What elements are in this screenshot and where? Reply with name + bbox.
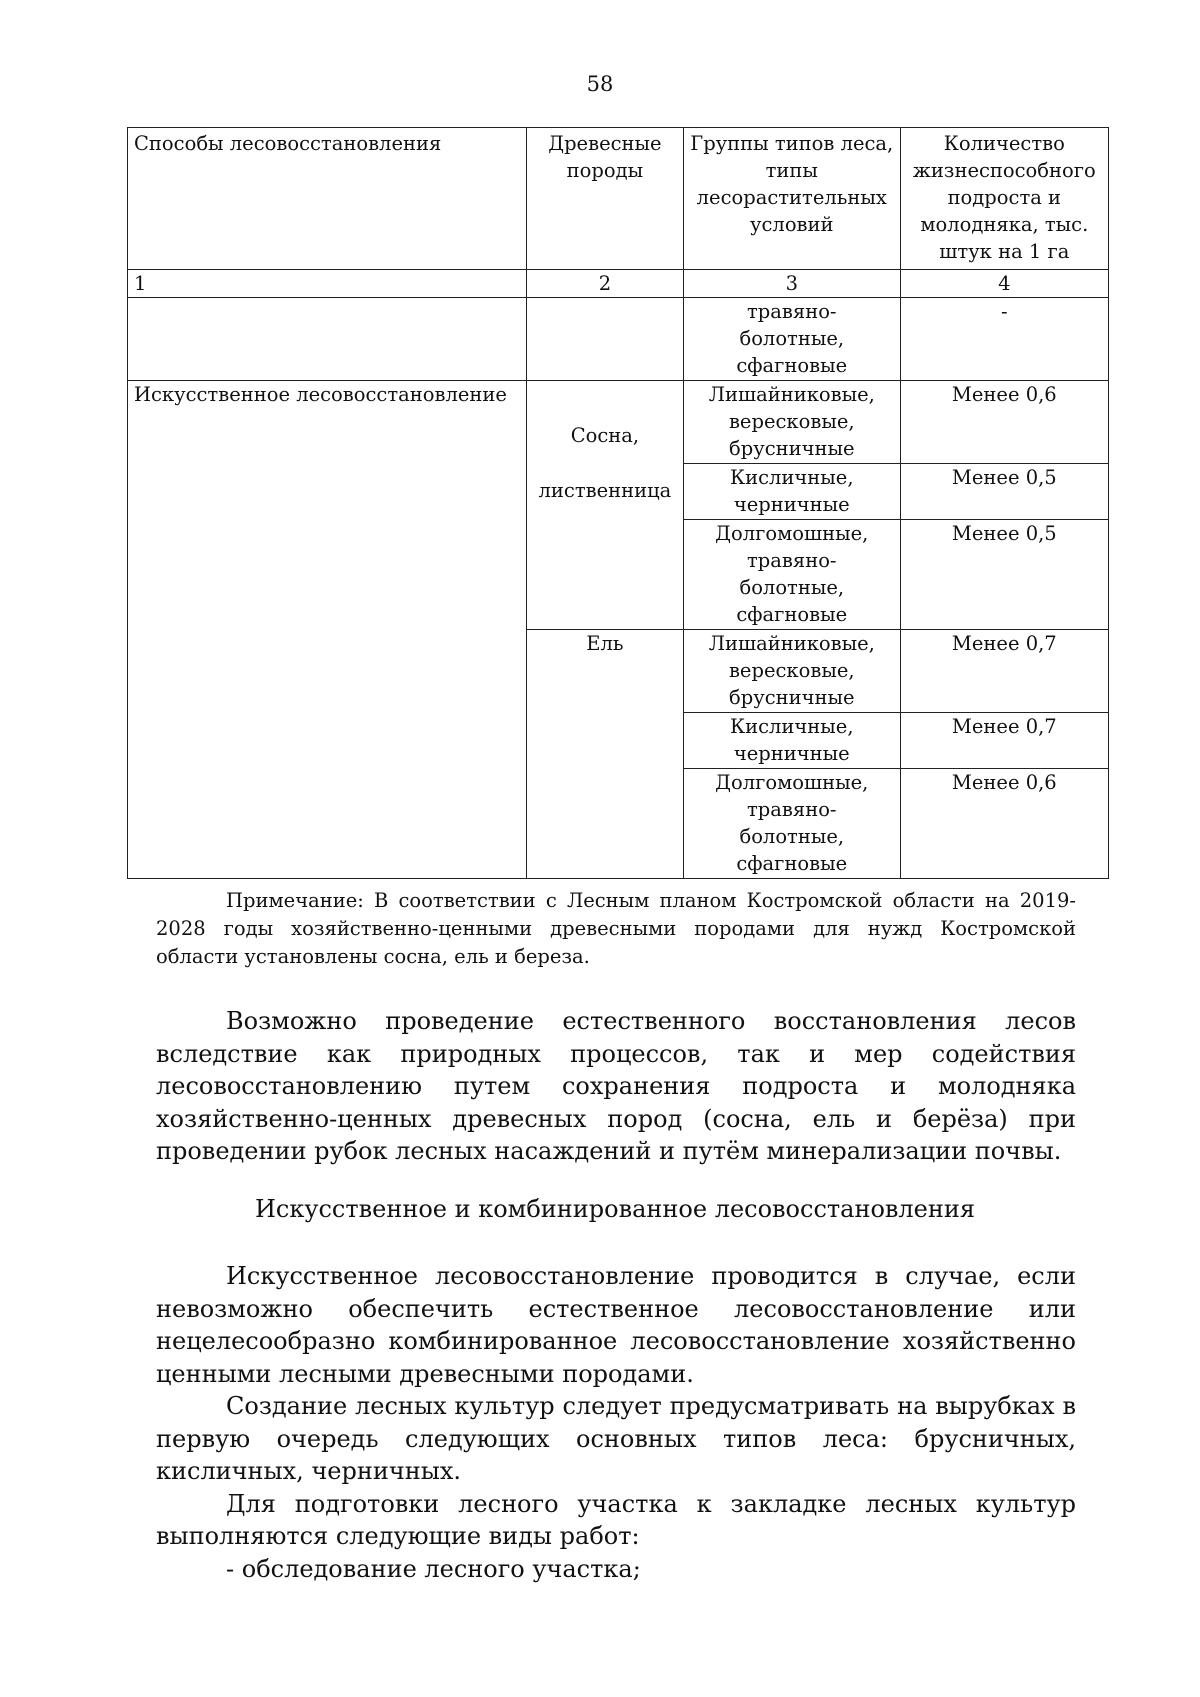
- column-number: 2: [526, 270, 683, 298]
- forest-types-cell: Долгомошные, травяно-болотные, сфагновые: [683, 769, 900, 879]
- paragraph-artificial-regeneration: [156, 1260, 1076, 1585]
- quantity-cell: Менее 0,6: [900, 381, 1108, 464]
- species-pine-line2: лиственница: [538, 479, 672, 502]
- table-row: [128, 381, 1109, 464]
- column-number: 1: [128, 270, 527, 298]
- header-methods: Способы лесовосстановления: [128, 128, 527, 270]
- forest-types-cell: Лишайниковые, вересковые, брусничные: [683, 630, 900, 713]
- table-cell: [526, 298, 683, 381]
- species-cell-spruce: Ель: [526, 630, 683, 879]
- quantity-cell: Менее 0,5: [900, 520, 1108, 630]
- continuation-row: [128, 298, 1109, 381]
- forest-types-cell: Кисличные, черничные: [683, 464, 900, 520]
- quantity-cell: Менее 0,6: [900, 769, 1108, 879]
- header-quantity: Количество жизнеспособного подроста и молодняка, тыс. штук на 1 га: [900, 128, 1108, 270]
- forest-types-cell: Лишайниковые, вересковые, брусничные: [683, 381, 900, 464]
- species-pine-line1: Сосна,: [570, 424, 640, 447]
- quantity-cell: Менее 0,7: [900, 630, 1108, 713]
- quantity-cell: Менее 0,7: [900, 713, 1108, 769]
- quantity-cell: Менее 0,5: [900, 464, 1108, 520]
- column-numbers-row: [128, 270, 1109, 298]
- section-heading: Искусственное и комбинированное лесовосстановления: [254, 1195, 976, 1223]
- column-number: 3: [683, 270, 900, 298]
- note-text: Примечание: В соответствии с Лесным планом Костромской области на 2019-2028 годы хозяйственно-ценными древесными породами для нужд Костромской области установлены сосна, ель и береза.: [156, 889, 1076, 968]
- header-forest-types: Группы типов леса, типы лесорастительных условий: [683, 128, 900, 270]
- method-cell: Искусственное лесовосстановление: [128, 381, 527, 879]
- table-note: [156, 887, 1076, 971]
- header-species: Древесные породы: [526, 128, 683, 270]
- paragraph-text: Возможно проведение естественного восстановления лесов вследствие как природных процессов, так и мер содействия лесовосстановлению путем сохранения подроста и молодняка хозяйственно-ценных древесных пород (сосна, ель и берёза) при проведении рубок лесных насаждений и путём минерализации почвы.: [156, 1007, 1076, 1165]
- quantity-cell: -: [900, 298, 1108, 381]
- list-item: - обследование лесного участка;: [226, 1554, 641, 1583]
- reforestation-table: [127, 127, 1109, 879]
- paragraph-text: Искусственное лесовосстановление проводится в случае, если невозможно обеспечить естественное лесовосстановление или нецелесообразно комбинированное лесовосстановление хозяйственно ценными лесными древесными породами.: [156, 1262, 1076, 1388]
- forest-types-cell: Кисличные, черничные: [683, 713, 900, 769]
- paragraph-text: Создание лесных культур следует предусматривать на вырубках в первую очередь следующих основных типов леса: брусничных, кисличных, черничных.: [156, 1392, 1076, 1485]
- paragraph-natural-regeneration: [156, 1005, 1076, 1168]
- species-cell-pine: [526, 381, 683, 630]
- forest-types-cell: Долгомошные, травяно-болотные, сфагновые: [683, 520, 900, 630]
- table-header-row: [128, 128, 1109, 270]
- paragraph-text: Для подготовки лесного участка к закладке лесных культур выполняются следующие виды работ:: [156, 1489, 1076, 1550]
- table-cell: [128, 298, 527, 381]
- column-number: 4: [900, 270, 1108, 298]
- forest-types-cell: травяно-болотные, сфагновые: [683, 298, 900, 381]
- page-number: 58: [586, 72, 614, 96]
